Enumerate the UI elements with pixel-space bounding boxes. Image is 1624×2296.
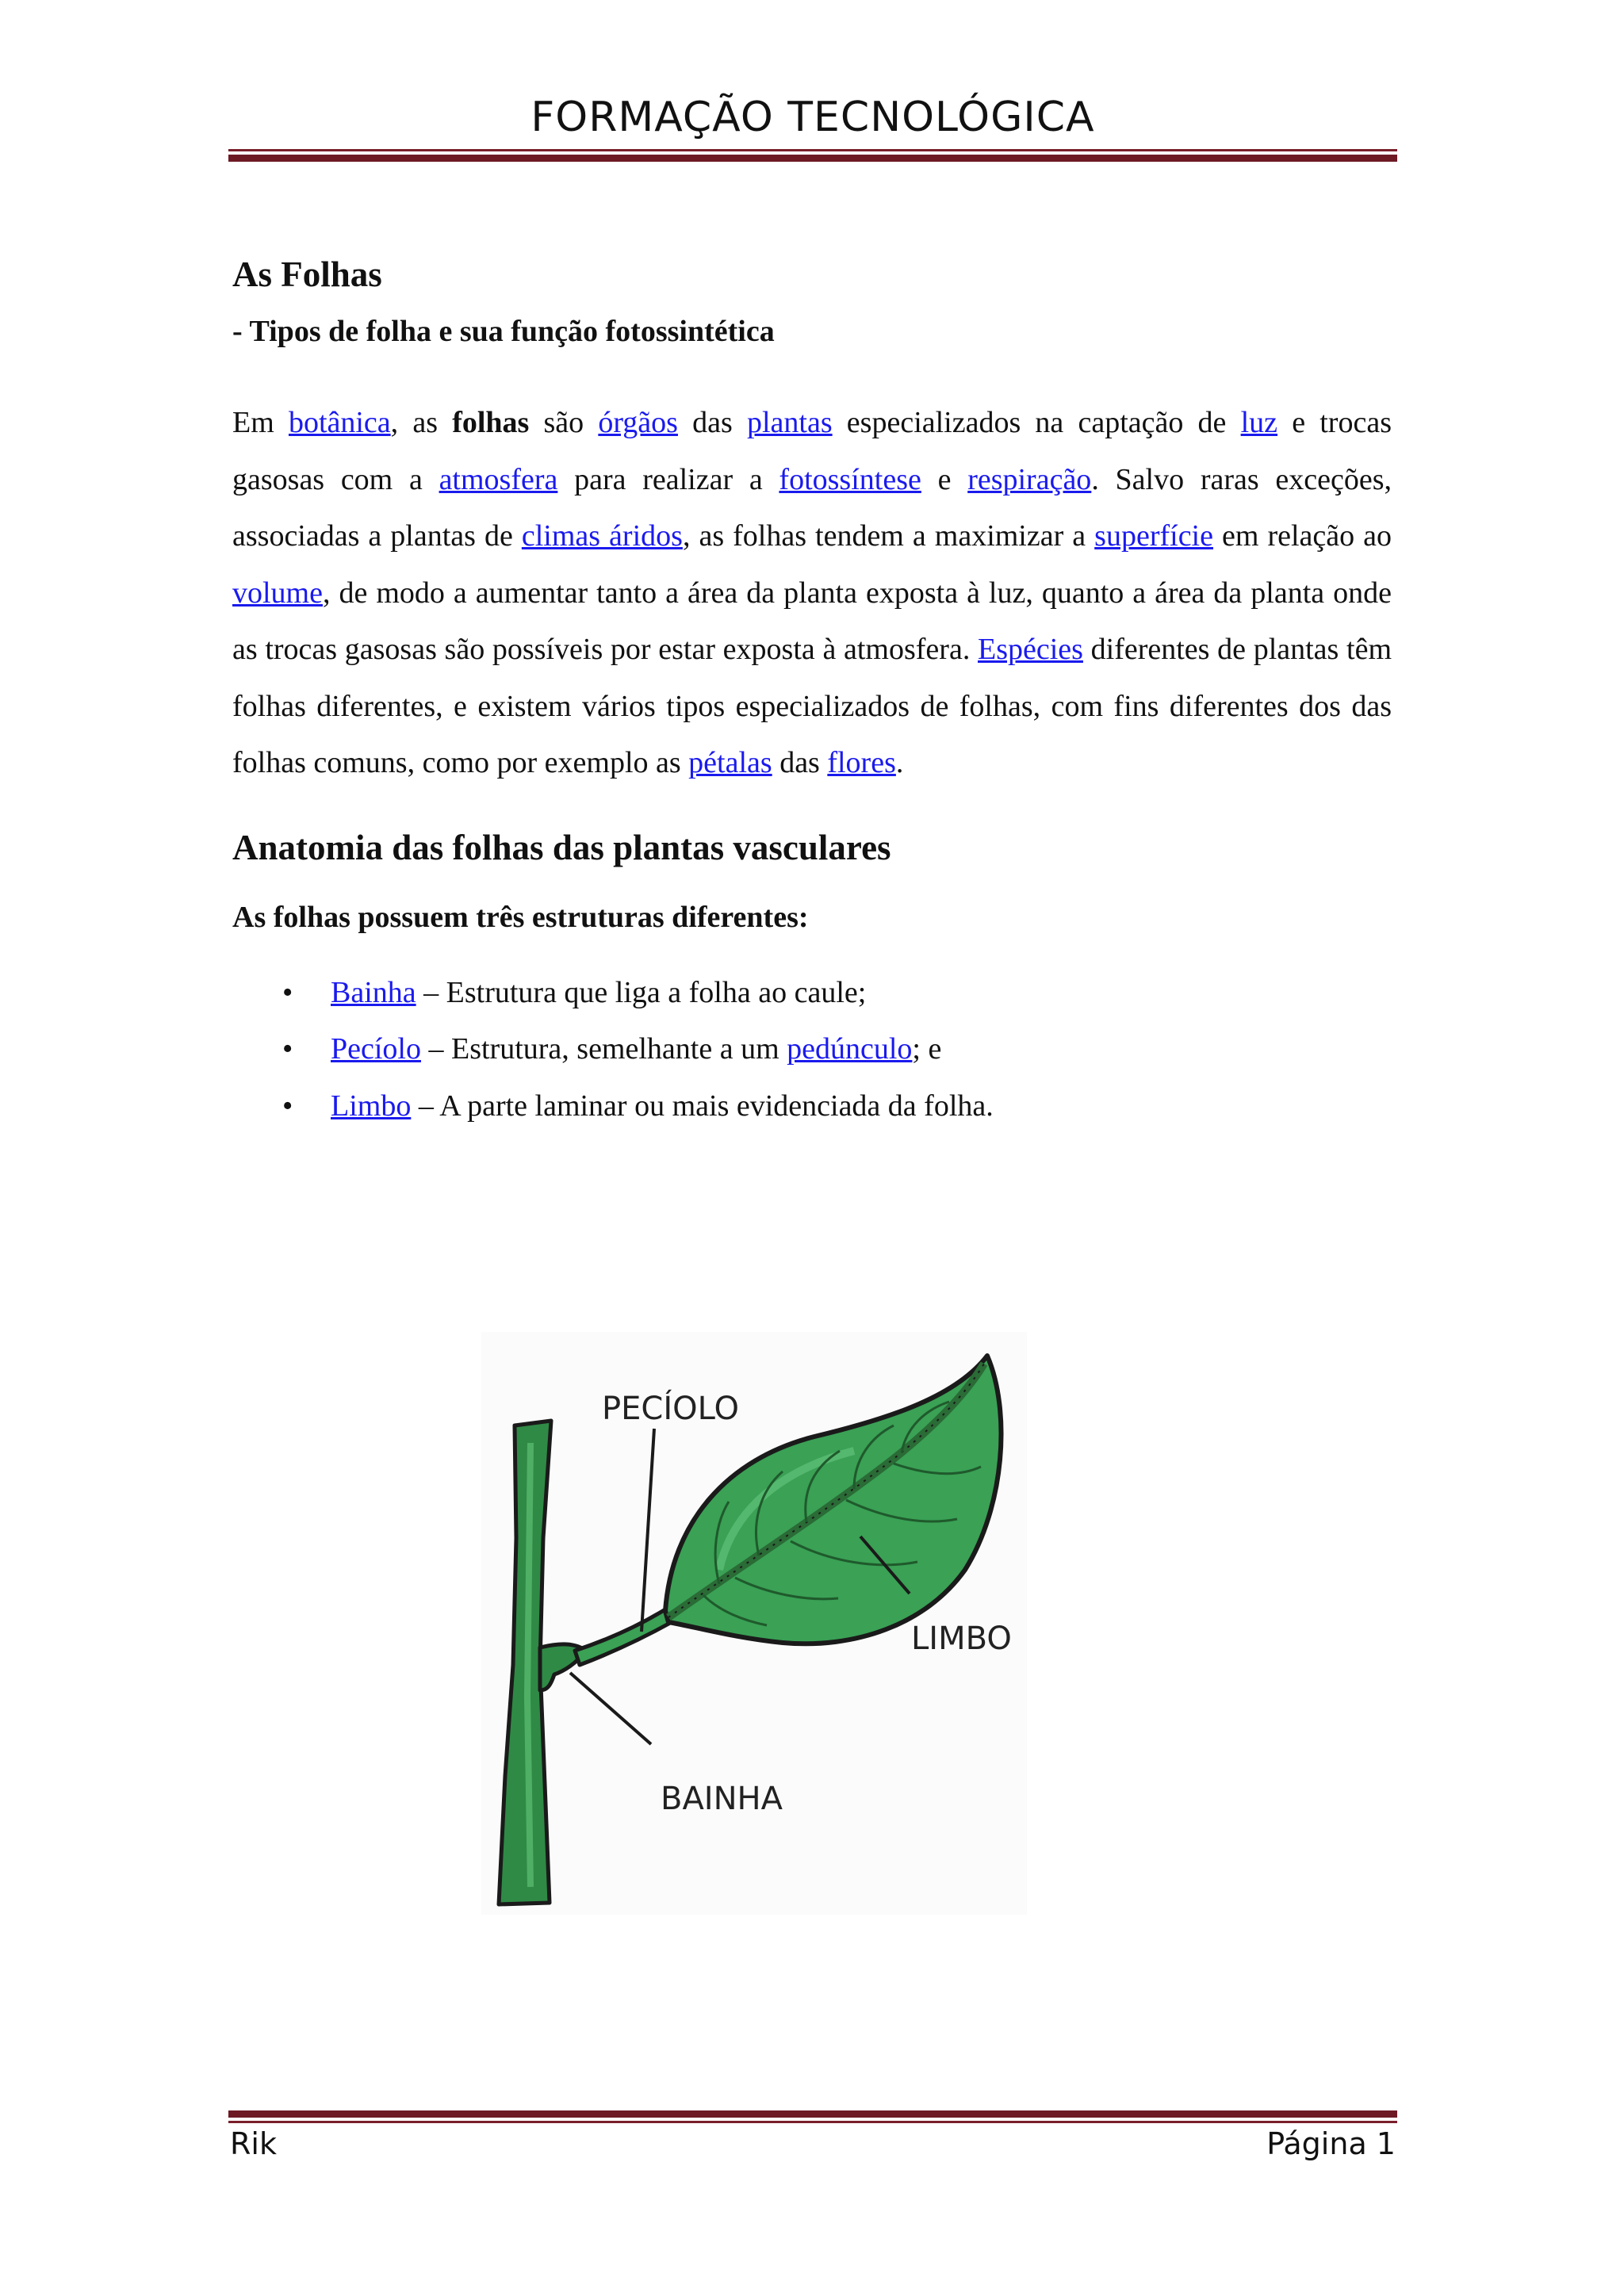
list-item: • Pecíolo – Estrutura, semelhante a um pedúnculo; e	[232, 1021, 1392, 1078]
structures-list	[232, 965, 1392, 1135]
section-title: As Folhas	[232, 254, 382, 294]
bullet: •	[282, 975, 293, 1009]
label-bainha: BAINHA	[661, 1781, 783, 1817]
bainha-pointer	[570, 1673, 651, 1744]
bullet: •	[282, 1089, 293, 1123]
link-superficie[interactable]: superfície	[1094, 519, 1213, 553]
main-content	[232, 254, 1392, 1135]
footer-rule	[228, 2110, 1397, 2123]
label-peciolo: PECÍOLO	[602, 1391, 739, 1427]
intro-paragraph: Em botânica, as folhas são órgãos das plantas especializados na captação de luz e trocas gasosas com a atmosfera para realizar a fotossíntese e respiração. Salvo raras exceções, associadas a plantas de climas áridos, as folhas tendem a maximizar a superfície em relação ao volume, de modo a aumentar tanto a área da planta exposta à luz, quanto a área da planta onde as trocas gasosas são possíveis por estar exposta à atmosfera. Espécies diferentes de plantas têm folhas diferentes, e existem vários tipos especializados de folhas, com fins diferentes dos das folhas comuns, como por exemplo as pétalas das flores.	[232, 406, 1392, 779]
link-pedunculo[interactable]: pedúnculo	[787, 1032, 913, 1066]
link-fotossintese[interactable]: fotossíntese	[779, 462, 921, 496]
section-subtitle: - Tipos de folha e sua função fotossintética	[232, 315, 775, 348]
list-item: • Limbo – A parte laminar ou mais evidenciada da folha.	[232, 1078, 1392, 1135]
link-flores[interactable]: flores	[827, 746, 896, 779]
header-rule	[228, 149, 1397, 162]
link-respiracao[interactable]: respiração	[967, 462, 1092, 496]
label-limbo: LIMBO	[911, 1621, 1012, 1657]
link-bainha[interactable]: Bainha	[331, 975, 416, 1009]
footer-author: Rik	[230, 2126, 277, 2161]
page-number: Página 1	[1266, 2126, 1396, 2161]
link-especies[interactable]: Espécies	[978, 633, 1083, 666]
link-climas-aridos[interactable]: climas áridos	[521, 519, 683, 553]
link-atmosfera[interactable]: atmosfera	[439, 462, 558, 496]
header-title: FORMAÇÃO TECNOLÓGICA	[530, 94, 1095, 141]
link-plantas[interactable]: plantas	[746, 406, 833, 439]
link-peciolo[interactable]: Pecíolo	[331, 1032, 421, 1066]
link-botanica[interactable]: botânica	[288, 406, 391, 439]
link-orgaos[interactable]: órgãos	[598, 406, 678, 439]
bold-folhas: folhas	[452, 406, 530, 439]
peciolo-pointer	[642, 1429, 654, 1632]
list-item: • Bainha – Estrutura que liga a folha ao caule;	[232, 965, 1392, 1022]
petiole-shape	[575, 1609, 672, 1665]
bullet: •	[282, 1032, 293, 1066]
leaf-anatomy-figure	[481, 1332, 1027, 1915]
link-petalas[interactable]: pétalas	[688, 746, 772, 779]
anatomy-lead: As folhas possuem três estruturas diferentes:	[232, 900, 809, 934]
link-limbo[interactable]: Limbo	[331, 1089, 412, 1123]
anatomy-heading: Anatomia das folhas das plantas vasculares	[232, 827, 891, 867]
link-volume[interactable]: volume	[232, 576, 323, 610]
footer	[230, 2126, 1396, 2161]
link-luz[interactable]: luz	[1240, 406, 1278, 439]
